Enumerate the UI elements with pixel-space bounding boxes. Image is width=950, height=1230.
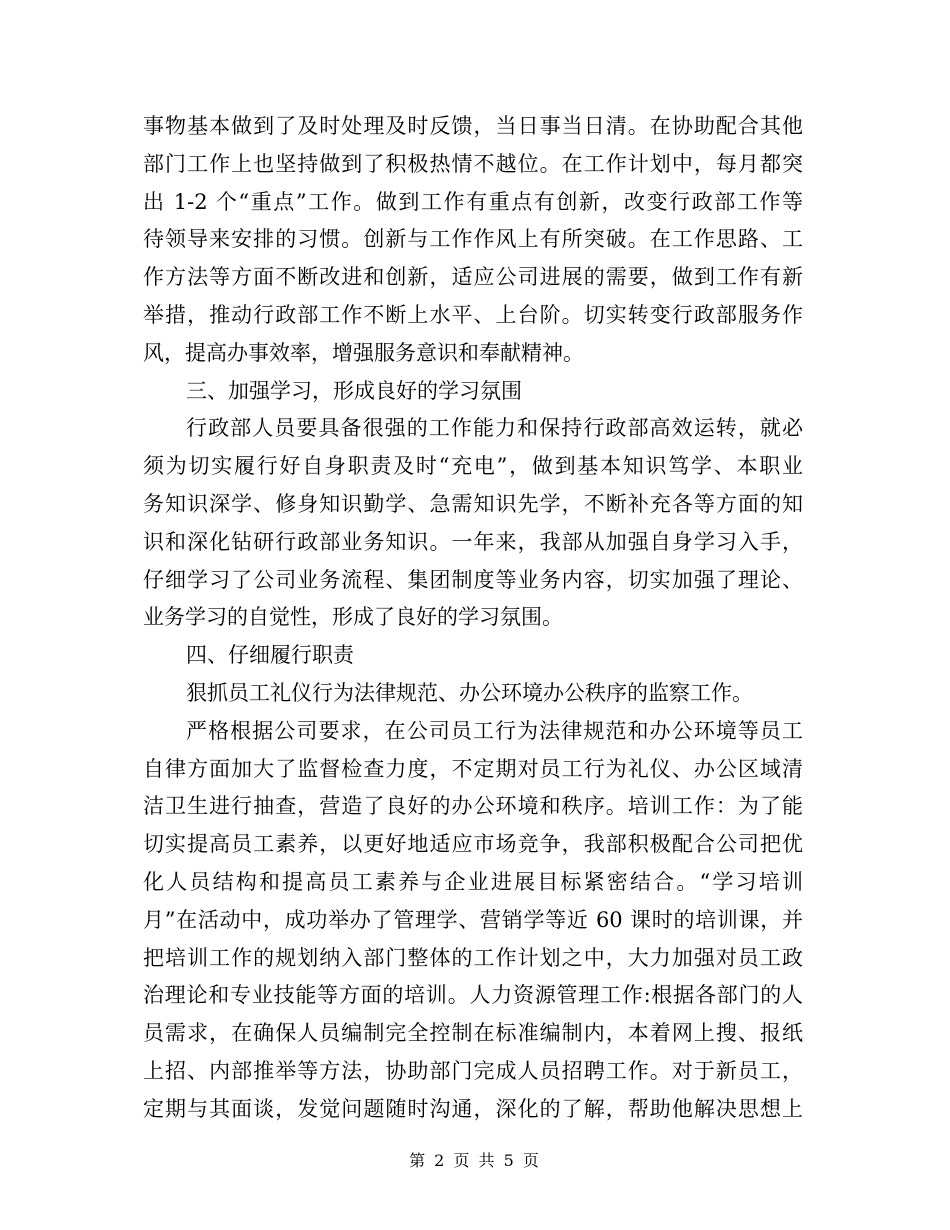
text-line: 狠抓员工礼仪行为法律规范、办公环境办公秩序的监察工作。	[186, 680, 753, 705]
text-line: 员需求，在确保人员编制完全控制在标准编制内，本着网上搜、报纸	[143, 1021, 803, 1046]
text-line: 风，提高办事效率，增强服务意识和奉献精神。	[143, 340, 584, 365]
text-line: 四、仔细履行职责	[186, 643, 354, 668]
text-line: 三、加强学习，形成良好的学习氛围	[186, 378, 522, 403]
text-line: 把培训工作的规划纳入部门整体的工作计划之中，大力加强对员工政	[143, 945, 803, 970]
text-line: 作方法等方面不断改进和创新，适应公司进展的需要，做到工作有新	[143, 265, 803, 290]
text-line: 切实提高员工素养，以更好地适应市场竞争，我部积极配合公司把优	[143, 832, 803, 857]
text-line: 月”在活动中，成功举办了管理学、营销学等近 60 课时的培训课，并	[143, 907, 803, 932]
text-line: 定期与其面谈，发觉问题随时沟通，深化的了解，帮助他解决思想上	[143, 1096, 803, 1121]
page-number-footer: 第 2 页 共 5 页	[409, 1151, 541, 1170]
text-line: 仔细学习了公司业务流程、集团制度等业务内容，切实加强了理论、	[143, 567, 803, 592]
text-line: 上招、内部推举等方法，协助部门完成人员招聘工作。对于新员工，	[143, 1058, 803, 1083]
text-line: 自律方面加大了监督检查力度，不定期对员工行为礼仪、办公区域清	[143, 756, 803, 781]
text-line: 务知识深学、修身知识勤学、急需知识先学，不断补充各等方面的知	[143, 491, 803, 516]
text-line: 严格根据公司要求，在公司员工行为法律规范和办公环境等员工	[186, 718, 803, 743]
text-line: 事物基本做到了及时处理及时反馈，当日事当日清。在协助配合其他	[143, 114, 803, 138]
text-line: 举措，推动行政部工作不断上水平、上台阶。切实转变行政部服务作	[143, 302, 803, 327]
text-line: 治理论和专业技能等方面的培训。人力资源管理工作:根据各部门的人	[143, 983, 803, 1008]
text-line: 识和深化钻研行政部业务知识。一年来，我部从加强自身学习入手，	[143, 529, 803, 554]
text-line: 出 1-2 个“重点”工作。做到工作有重点有创新，改变行政部工作等	[143, 189, 803, 214]
text-line: 行政部人员要具备很强的工作能力和保持行政部高效运转，就必	[186, 416, 803, 441]
text-line: 业务学习的自觉性，形成了良好的学习氛围。	[143, 605, 563, 630]
text-line: 须为切实履行好自身职责及时“充电”，做到基本知识笃学、本职业	[143, 454, 803, 479]
text-line: 洁卫生进行抽查，营造了良好的办公环境和秩序。培训工作：为了能	[143, 794, 803, 819]
text-line: 待领导来安排的习惯。创新与工作作风上有所突破。在工作思路、工	[143, 227, 803, 252]
text-line: 化人员结构和提高员工素养与企业进展目标紧密结合。“学习培训	[143, 869, 803, 894]
text-line: 部门工作上也坚持做到了积极热情不越位。在工作计划中，每月都突	[143, 151, 803, 176]
document-body	[143, 108, 803, 1129]
